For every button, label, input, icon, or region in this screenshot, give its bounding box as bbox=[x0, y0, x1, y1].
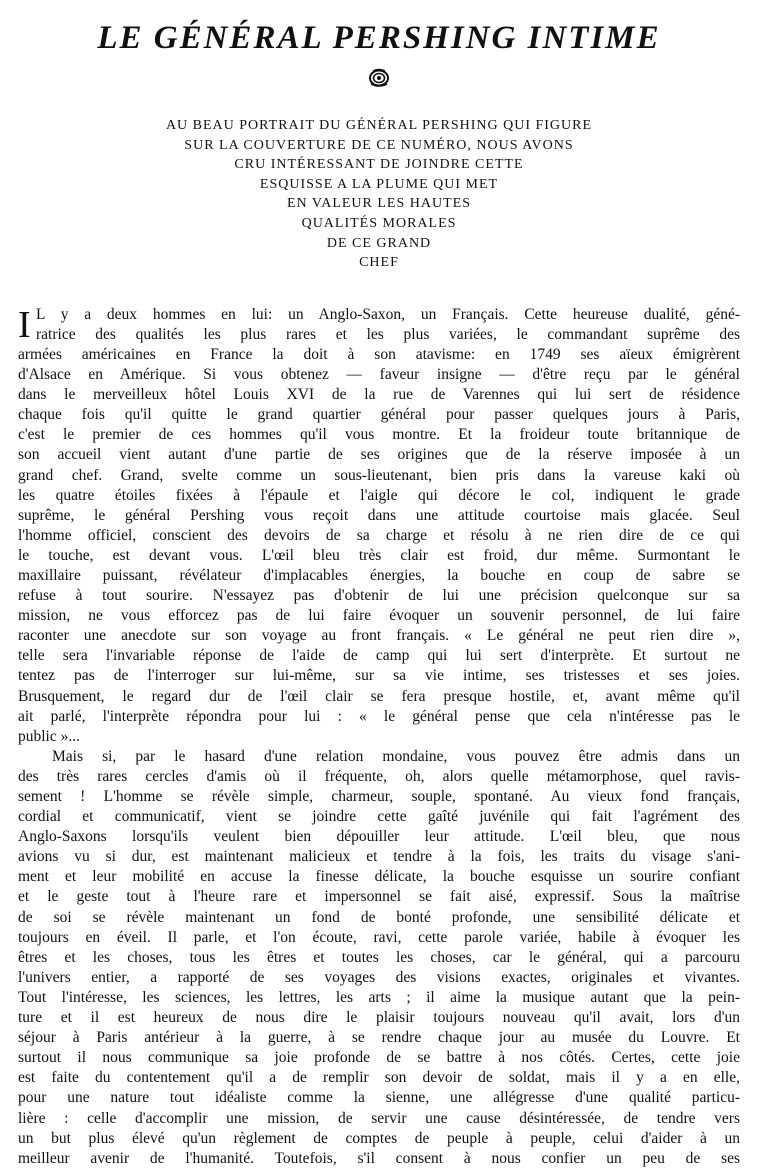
text-line: ture et il est heureux de nous dire le plaisir toujours nouveau qu'il avait, lors d'un bbox=[18, 1009, 740, 1027]
text-line: le touche, est devant vous. L'œil bleu très clair est froid, dur même. Surmontant le bbox=[18, 546, 740, 564]
text-line: ait parlé, l'interprète répondra pour lui : « le général pense que cela n'intéresse pas le bbox=[18, 707, 740, 725]
text-line: c'est le premier de ces hommes qu'il vous montre. Et la froideur toute britannique de bbox=[18, 426, 740, 444]
text-line: l'homme officiel, conscient des devoirs de sa charge et résolu à ne rien dire de ce qui bbox=[18, 526, 740, 544]
text-line: mission, ne vous efforcez pas de lui faire évoquer un souvenir personnel, de lui faire bbox=[18, 607, 740, 625]
text-line: et le geste tout à l'heure rare et impersonnel se fait aisé, expressif. Sous la maîtrise bbox=[18, 888, 740, 906]
text-line: raconter une anecdote sur son voyage au front français. « Le général ne peut rien dire », bbox=[18, 627, 740, 645]
text-line: public »... bbox=[18, 727, 80, 745]
intro-line: CRU INTÉRESSANT DE JOINDRE CETTE bbox=[234, 157, 524, 173]
text-line: chaque fois qu'il quitte le grand quartier général pour passer quelques jours à Paris, bbox=[18, 406, 740, 424]
text-line: dans le merveilleux hôtel Louis XVI de la rue de Varennes qui lui sert de résidence bbox=[18, 386, 740, 404]
text-line: I L y a deux hommes en lui: un Anglo-Saxon, un Français. Cette heureuse dualité, géné- bbox=[18, 303, 740, 346]
text-line: refuse à tout sourire. N'essayez pas d'obtenir de lui une précision quelconque sur sa bbox=[18, 587, 740, 605]
text-line: meilleur avenir de l'humanité. Toutefois, s'il consent à nous confier un peu de ses bbox=[18, 1149, 740, 1167]
intro-line: DE CE GRAND bbox=[326, 235, 432, 251]
text-line: suprême, le général Pershing vous reçoit dans une attitude courtoise mais glacée. Seul bbox=[18, 506, 740, 524]
text-line: tentez pas de l'interroger sur lui-même, sur sa vie intime, ses tristesses et ses joies. bbox=[18, 667, 740, 685]
text-line: Mais si, par le hasard d'une relation mondaine, vous pouvez être admis dans un bbox=[52, 747, 740, 765]
text-line: Tout l'intéresse, les sciences, les lettres, les arts ; il aime la musique autant que la pein- bbox=[18, 988, 740, 1006]
text-line: armées américaines en France la doit à son atavisme: en 1749 ses aïeux émigrèrent bbox=[18, 345, 740, 363]
intro-line: EN VALEUR LES HAUTES bbox=[287, 196, 471, 212]
article-body bbox=[18, 305, 740, 1169]
text-line: grand chef. Grand, svelte comme un sous-lieutenant, bien pris dans la vareuse kaki où bbox=[18, 466, 740, 484]
text-line: toujours en éveil. Il parle, et l'on écoute, ravi, cette parole variée, habile à évoquer les bbox=[18, 928, 740, 946]
text-line: son accueil vient autant d'une partie de ses origines que de la réserve imposée à un bbox=[18, 446, 740, 464]
intro-line: ESQUISSE A LA PLUME QUI MET bbox=[259, 176, 499, 192]
text-line: avions vu si dur, est maintenant malicieux et tendre à la fois, les traits du visage s'ani- bbox=[18, 848, 740, 866]
article-title: LE GÉNÉRAL PERSHING INTIME bbox=[97, 20, 661, 56]
text-line: pour une nature tout idéaliste comme la sienne, une allégresse d'une qualité particu- bbox=[18, 1089, 740, 1107]
paragraph-1 bbox=[18, 305, 740, 747]
intro-caption bbox=[18, 116, 740, 273]
text-line: Brusquement, le regard dur de l'œil clair se fera presque hostile, et, avant même qu'il bbox=[18, 687, 740, 705]
intro-line: CHEF bbox=[359, 255, 399, 271]
text-line: ment et leur mobilité en accuse la finesse délicate, la bouche esquisse un sourire confiant bbox=[18, 868, 740, 886]
text-line: sement ! L'homme se révèle simple, charmeur, souple, spontané. Au vieux fond français, bbox=[18, 788, 740, 805]
text-line: cordial et communicatif, vient se joindre cette gaîté juvénile qui fait l'agrément des bbox=[18, 808, 740, 826]
paragraph-2 bbox=[18, 747, 740, 1169]
text-line: est faite du contentement qu'il a de remplir son devoir de soldat, mais il y a en elle, bbox=[18, 1069, 740, 1087]
text-line: surtout il nous communique sa joie profonde de se battre à nos côtés. Certes, cette joie bbox=[18, 1049, 740, 1067]
rosette-ornament-icon bbox=[368, 68, 390, 88]
text-line: séjour à Paris antérieur à la guerre, à se rendre chaque jour au musée du Louvre. Et bbox=[18, 1029, 740, 1047]
text-line: maxillaire puissant, révélateur d'implacables énergies, la bouche en coup de sabre se bbox=[18, 566, 740, 584]
text-line: telle sera l'invariable réponse de l'aide de camp qui lui sert d'interprète. Et surtout ne bbox=[18, 647, 740, 665]
text-line: un but plus élevé qu'un règlement de comptes de peuple à peuple, celui d'aider à un bbox=[18, 1129, 740, 1147]
text-line: d'Alsace en Amérique. Si vous obtenez — faveur insigne — d'être reçu par le général bbox=[18, 366, 740, 384]
drop-cap: I bbox=[18, 303, 31, 346]
text-line: lière : celle d'accomplir une mission, de servir une cause désintéressée, de tendre vers bbox=[18, 1109, 740, 1127]
text-line: l'univers entier, a rapporté de ses voyages des visions exactes, originales et vivantes. bbox=[18, 968, 740, 986]
text-line: de soi se révèle maintenant un fond de bonté profonde, une sensibilité délicate et bbox=[18, 908, 740, 926]
intro-line: AU BEAU PORTRAIT DU GÉNÉRAL PERSHING QUI FIGURE bbox=[165, 118, 593, 133]
text-line: Anglo-Saxons lorsqu'ils veulent bien dépouiller leur attitude. L'œil bleu, que nous bbox=[18, 828, 740, 846]
intro-line: SUR LA COUVERTURE DE CE NUMÉRO, NOUS AVONS bbox=[184, 137, 574, 153]
text-line: des très rares cercles d'amis où il fréquente, oh, alors quelle métamorphose, quel ravis- bbox=[18, 767, 740, 785]
intro-line: QUALITÉS MORALES bbox=[301, 215, 457, 231]
text-line: ratrice des qualités les plus rares et les plus variées, le commandant suprême des bbox=[36, 325, 740, 343]
text-line: êtres et les choses, tous les êtres et toutes les choses, car le général, qui a parcouru bbox=[18, 948, 740, 966]
text-line: les quatre étoiles fixées à l'épaule et l'aigle qui décore le col, indiquent le grade bbox=[18, 486, 740, 504]
